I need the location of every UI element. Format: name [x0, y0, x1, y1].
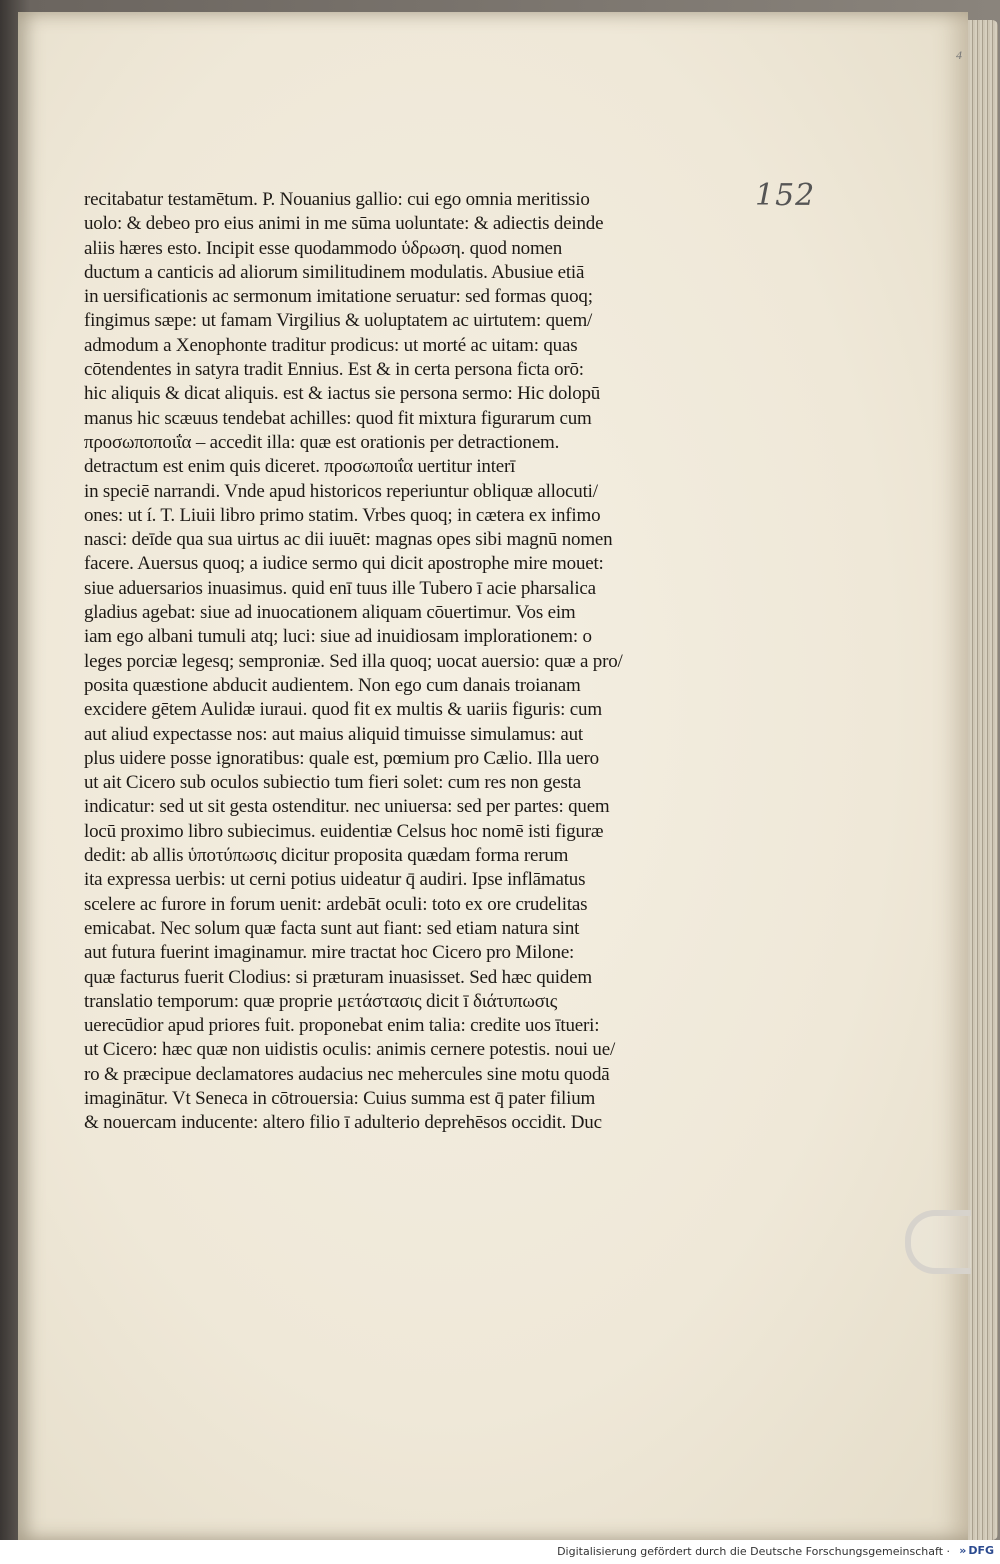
- footer-credit: Digitalisierung gefördert durch die Deutsche Forschungsgemeinschaft ·: [557, 1545, 950, 1558]
- text-line: quæ facturus fuerit Clodius: si præturam inuasisset. Sed hæc quidem: [84, 966, 592, 988]
- dfg-logo: [959, 1544, 994, 1557]
- dfg-logo-icon: »: [959, 1544, 967, 1557]
- text-line: facere. Auersus quoq; a iudice sermo qui dicit apostrophe mire mouet:: [84, 553, 604, 575]
- page-clip: [905, 1210, 971, 1274]
- text-line: indicatur: sed ut sit gesta ostenditur. nec uniuersa: sed per partes: quem: [84, 796, 610, 818]
- text-line: plus uidere posse ignoratibus: quale est, pœmium pro Cælio. Illa uero: [84, 747, 599, 769]
- text-line: scelere ac furore in forum uenit: ardebāt oculi: toto ex ore crudelitas: [84, 893, 588, 915]
- text-line: translatio temporum: quæ proprie μετάστασις dicit ī διάτυπωσις: [84, 990, 558, 1012]
- text-line: uerecūdior apud priores fuit. proponebat enim talia: credite uos ītueri:: [84, 1015, 600, 1037]
- text-line: iam ego albani tumuli atq; luci: siue ad inuidiosam implorationem: o: [84, 626, 592, 648]
- text-line: ut Cicero: hæc quæ non uidistis oculis: animis cernere potestis. noui ue/: [84, 1039, 616, 1061]
- text-line: ut ait Cicero sub oculos subiectio tum fieri solet: cum res non gesta: [84, 772, 581, 794]
- text-line: in speciē narrandi. Vnde apud historicos reperiuntur obliquæ allocuti/: [84, 480, 598, 502]
- text-line: nasci: deīde qua sua uirtus ac dii iuuēt: magnas opes sibi magnū nomen: [84, 529, 613, 551]
- text-line: & nouercam inducente: altero filio ī adulterio deprehēsos occidit. Duc: [84, 1112, 602, 1134]
- text-line: ita expressa uerbis: ut cerni potius uideatur q̄ audiri. Ipse inflāmatus: [84, 869, 586, 891]
- text-line: admodum a Xenophonte traditur prodicus: ut morté ac uitam: quas: [84, 334, 578, 356]
- text-line: excidere gētem Aulidæ iuraui. quod fit ex multis & uariis figuris: cum: [84, 699, 602, 721]
- text-line: leges porciæ legesq; semproniæ. Sed illa quoq; uocat auersio: quæ a pro/: [84, 650, 623, 672]
- text-line: aut futura fuerint imaginamur. mire tractat hoc Cicero pro Milone:: [84, 942, 575, 964]
- text-line: ductum a canticis ad aliorum similitudinem modulatis. Abusiue etiā: [84, 261, 585, 283]
- text-line: προσωποποιΐα – accedit illa: quæ est orationis per detractionem.: [84, 431, 560, 453]
- text-line: cōtendentes in satyra tradit Ennius. Est & in certa persona ficta orō:: [84, 359, 584, 381]
- printed-text-block: [84, 188, 694, 1136]
- text-line: manus hic scæuus tendebat achilles: quod fit mixtura figurarum cum: [84, 407, 592, 429]
- text-line: gladius agebat: siue ad inuocationem aliquam cōuertimur. Vos eim: [84, 602, 576, 624]
- text-line: aliis hæres esto. Incipit esse quodammodo ὑδρωση. quod nomen: [84, 237, 563, 259]
- text-line: siue aduersarios inuasimus. quid enī tuus ille Tubero ī acie pharsalica: [84, 577, 596, 599]
- text-line: ro & præcipue declamatores audacius nec mehercules sine motu quodā: [84, 1063, 610, 1085]
- dfg-logo-text: DFG: [968, 1544, 994, 1557]
- text-line: ones: ut í. T. Liuii libro primo statim. Vrbes quoq; in cætera ex infimo: [84, 504, 601, 526]
- text-line: locū proximo libro subiecimus. euidentiæ Celsus hoc nomē isti figuræ: [84, 820, 604, 842]
- text-line: emicabat. Nec solum quæ facta sunt aut fiant: sed etiam natura sint: [84, 917, 580, 939]
- text-line: dedit: ab allis ὑποτύπωσις dicitur proposita quædam forma rerum: [84, 845, 569, 867]
- text-line: hic aliquis & dicat aliquis. est & iactus sie persona sermo: Hic dolopū: [84, 383, 601, 405]
- text-line: aut aliud expectasse nos: aut maius aliquid timuisse simulamus: aut: [84, 723, 583, 745]
- footer-bar: [0, 1540, 1000, 1564]
- text-line: uolo: & debeo pro eius animi in me sūma uoluntate: & adiectis deinde: [84, 213, 604, 235]
- text-line: imaginātur. Vt Seneca in cōtrouersia: Cuius summa est q̄ pater filium: [84, 1087, 596, 1109]
- text-line: posita quæstione abducit audientem. Non ego cum danais troianam: [84, 674, 581, 696]
- text-line: recitabatur testamētum. P. Nouanius gallio: cui ego omnia meritissio: [84, 189, 590, 210]
- text-line: fingimus sæpe: ut famam Virgilius & uoluptatem ac uirtutem: quem/: [84, 310, 593, 332]
- handwritten-page-number: 152: [755, 178, 816, 213]
- text-line: detractum est enim quis diceret. προσωποιΐα uertitur interī: [84, 456, 516, 478]
- folio-number: 4: [956, 48, 962, 62]
- text-line: in uersificationis ac sermonum imitatione seruatur: sed formas quoq;: [84, 286, 593, 308]
